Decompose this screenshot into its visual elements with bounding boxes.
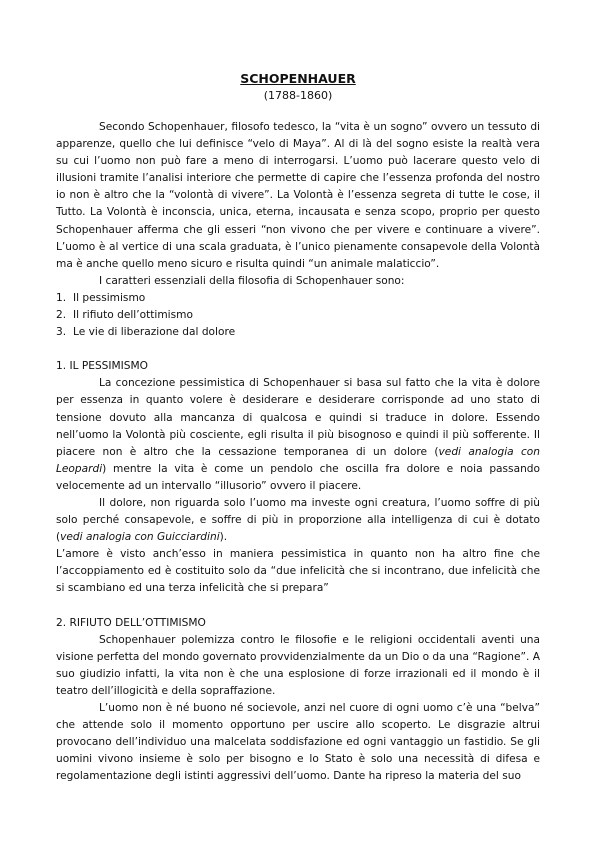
list-item [56, 290, 540, 307]
list-item-number: 3. [56, 326, 67, 339]
text-run: ). [219, 531, 228, 544]
section-2-heading: 2. RIFIUTO DELL’OTTIMISMO [56, 616, 206, 629]
page-subtitle-dates: (1788-1860) [263, 89, 333, 102]
section-2-paragraph-2: L’uomo non è né buono né socievole, anzi nel cuore di ogni uomo c’è una “belva” che attende solo il momento opportuno per uscire allo scoperto. Le disgrazie altrui provocano dell’individuo una malcelata soddisfazione ed ogni vantaggio un fastidio. Se gli uomini vivono insieme è solo per bisogno e lo Stato è solo una necessità di difesa e regolamentazione degli istinti aggressivi dell’uomo. Dante ha ripreso la materia del suo [56, 702, 540, 783]
list-item-number: 2. [56, 309, 67, 322]
text-run: Il dolore, non riguarda solo l’uomo ma investe ogni creatura, l’uomo soffre di più solo perché consapevole, e soffre di più in proporzione alla intelligenza di cui è dotato ( [56, 496, 540, 544]
list-item-text: Il rifiuto dell’ottimismo [73, 309, 193, 322]
section-1-paragraph-3: L’amore è visto anch’esso in maniera pessimistica in quanto non ha altro fine che l’accoppiamento ed è costituito solo da “due infelicità che si incontrano, due infelicità che si scambiano ed una terza infelicità che si prepara” [56, 548, 540, 595]
italic-reference: vedi analogia con Leopardi [56, 445, 540, 475]
text-run: ) mentre la vita è come un pendolo che oscilla fra dolore e noia passando velocemente ad un intervallo “illusorio” ovvero il piacere. [56, 462, 540, 492]
topics-list [56, 290, 540, 341]
list-item-number: 1. [56, 291, 67, 304]
intro-paragraph-1: Secondo Schopenhauer, filosofo tedesco, la “vita è un sogno” ovvero un tessuto di apparenze, quello che lui definisce “velo di Maya”. Al di là del sogno esiste la realtà vera su cui l’uomo non può fare a meno di interrogarsi. L’uomo può lacerare questo velo di illusioni tramite l’analisi interiore che permette di capire che l’essenza profonda del nostro io non è altro che la “volontà di vivere”. La Volontà è l’essenza segreta di tutte le cose, il Tutto. La Volontà è inconscia, unica, eterna, incausata e senza scopo, proprio per questo Schopenhauer afferma che gli esseri “non vivono che per vivere e continuare a vivere”. L’uomo è al vertice di una scala graduata, è l’unico pienamente consapevole della Volontà ma è anche quello meno sicuro e risulta quindi “un animale malaticcio”. [56, 121, 540, 270]
section-1-paragraph-1 [56, 375, 540, 495]
section-1-paragraph-2 [56, 495, 540, 546]
section-2-paragraph-1: Schopenhauer polemizza contro le filosofie e le religioni occidentali aventi una visione perfetta del mondo governato provvidenzialmente da un Dio o da una “Ragione”. A suo giudizio infatti, la vita non è che una esplosione di forze irrazionali ed il mondo è il teatro dell’illogicità e della sopraffazione. [56, 633, 540, 697]
list-item [56, 324, 540, 341]
section-1-heading: 1. IL PESSIMISMO [56, 360, 148, 373]
text-run: La concezione pessimistica di Schopenhauer si basa sul fatto che la vita è dolore per essenza in quanto volere è desiderare e desiderare corrisponde ad uno stato di tensione dovuto alla mancanza di qualcosa e quindi si traduce in dolore. Essendo nell’uomo la Volontà più cosciente, egli risulta il più bisognoso e quindi il più sofferente. Il piacere non è altro che la cessazione temporanea di un dolore ( [56, 377, 540, 458]
list-item [56, 307, 540, 324]
document-page [56, 70, 540, 785]
list-item-text: Le vie di liberazione dal dolore [73, 326, 236, 339]
intro-paragraph-2: I caratteri essenziali della filosofia di Schopenhauer sono: [99, 274, 405, 287]
page-title: SCHOPENHAUER [240, 71, 356, 86]
italic-reference: vedi analogia con Guicciardini [60, 531, 220, 544]
list-item-text: Il pessimismo [73, 291, 146, 304]
